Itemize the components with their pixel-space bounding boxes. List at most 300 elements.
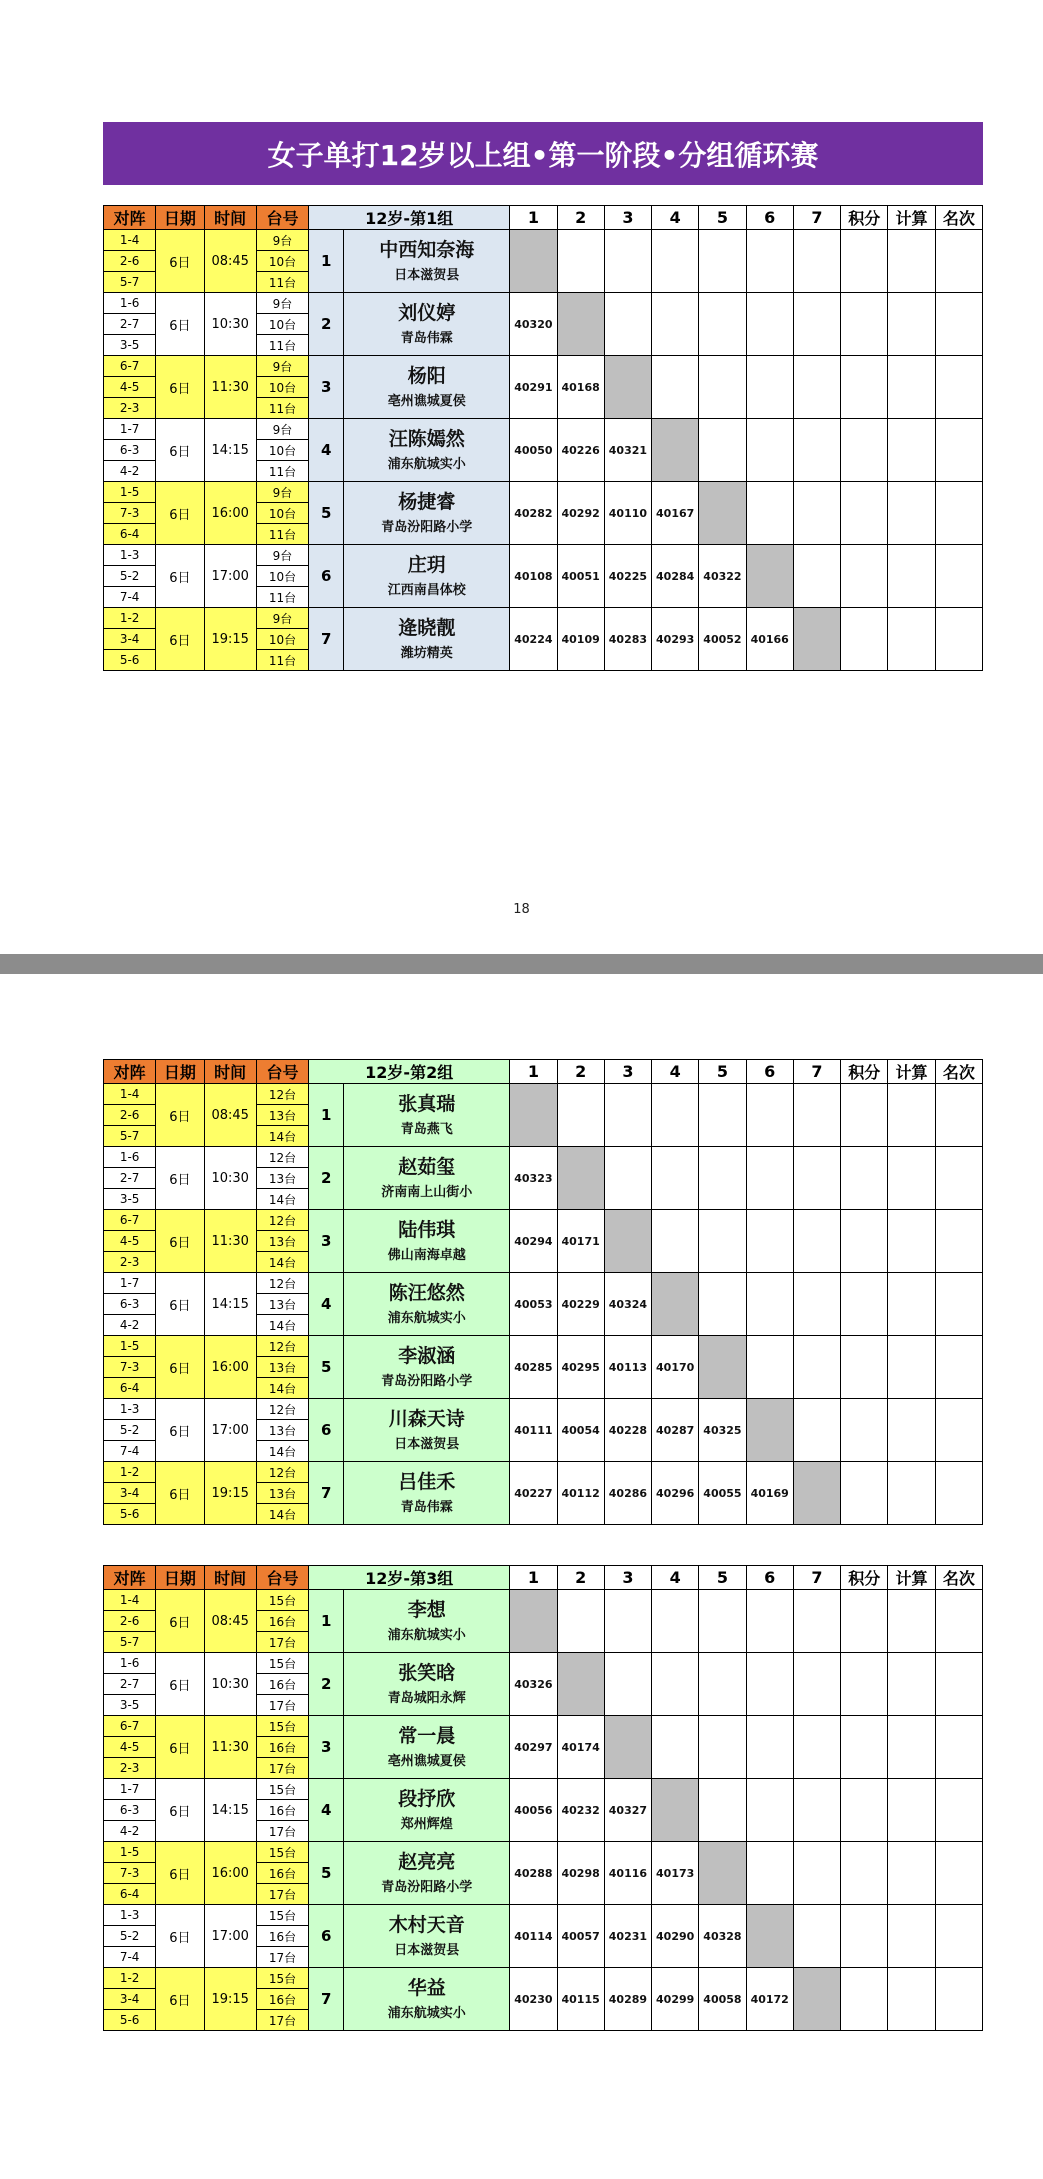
header-pair: 对阵 (104, 206, 156, 230)
table-row (104, 608, 983, 629)
empty-result-cell (557, 1084, 604, 1147)
self-match-cell (699, 1842, 746, 1905)
header-col-4: 4 (652, 1566, 699, 1590)
calc-cell (888, 1462, 935, 1525)
match-id-cell: 40114 (510, 1905, 557, 1968)
empty-result-cell (793, 293, 840, 356)
rank-cell (935, 1653, 982, 1716)
self-match-cell (557, 293, 604, 356)
player-club: 日本滋贺县 (394, 1437, 460, 1452)
time-cell: 08:45 (204, 230, 256, 293)
match-id-cell: 40291 (510, 356, 557, 419)
empty-result-cell (793, 1716, 840, 1779)
matchup-cell: 1-3 (104, 1905, 156, 1926)
points-cell (841, 230, 888, 293)
date-cell: 6日 (156, 419, 204, 482)
player-number: 2 (309, 1147, 344, 1210)
match-id-cell: 40055 (699, 1462, 746, 1525)
player-name: 赵亮亮 (398, 1851, 456, 1873)
points-cell (841, 482, 888, 545)
time-cell: 19:15 (204, 1462, 256, 1525)
match-id-cell: 40113 (604, 1336, 651, 1399)
empty-result-cell (746, 1273, 793, 1336)
header-calc: 计算 (888, 1060, 935, 1084)
table-no-cell: 15台 (256, 1716, 308, 1737)
table-no-cell: 16台 (256, 1926, 308, 1947)
player-club: 浦东航城实小 (387, 2006, 466, 2021)
table-no-cell: 9台 (256, 608, 308, 629)
time-cell: 08:45 (204, 1590, 256, 1653)
header-col-5: 5 (699, 206, 746, 230)
table-no-cell: 13台 (256, 1168, 308, 1189)
empty-result-cell (652, 356, 699, 419)
player-club: 青岛伟霖 (400, 1500, 453, 1515)
time-cell: 08:45 (204, 1084, 256, 1147)
player-cell (344, 1968, 510, 2031)
match-id-cell: 40174 (557, 1716, 604, 1779)
matchup-cell: 3-5 (104, 1189, 156, 1210)
rank-cell (935, 1905, 982, 1968)
player-number: 7 (309, 1462, 344, 1525)
player-club: 亳州谯城夏侯 (387, 1754, 466, 1769)
match-id-cell: 40295 (557, 1336, 604, 1399)
header-col-6: 6 (746, 1060, 793, 1084)
match-id-cell: 40228 (604, 1399, 651, 1462)
empty-result-cell (746, 1653, 793, 1716)
matchup-cell: 3-5 (104, 1695, 156, 1716)
table-row (104, 1210, 983, 1231)
matchup-cell: 7-3 (104, 1863, 156, 1884)
points-cell (841, 356, 888, 419)
header-col-2: 2 (557, 1060, 604, 1084)
empty-result-cell (557, 230, 604, 293)
header-rank: 名次 (935, 206, 982, 230)
page-banner-title: 女子单打12岁以上组•第一阶段•分组循环赛 (103, 122, 983, 185)
table-no-cell: 15台 (256, 1905, 308, 1926)
table-no-cell: 10台 (256, 377, 308, 398)
match-id-cell: 40115 (557, 1968, 604, 2031)
match-id-cell: 40058 (699, 1968, 746, 2031)
empty-result-cell (793, 356, 840, 419)
player-number: 4 (309, 1779, 344, 1842)
self-match-cell (746, 1399, 793, 1462)
matchup-cell: 6-4 (104, 1378, 156, 1399)
self-match-cell (510, 1084, 557, 1147)
matchup-cell: 1-6 (104, 1653, 156, 1674)
table-no-cell: 16台 (256, 1863, 308, 1884)
player-name: 吕佳禾 (398, 1471, 456, 1493)
table-no-cell: 13台 (256, 1231, 308, 1252)
time-cell: 10:30 (204, 1147, 256, 1210)
header-pair: 对阵 (104, 1060, 156, 1084)
empty-result-cell (746, 356, 793, 419)
matchup-cell: 2-6 (104, 1611, 156, 1632)
empty-result-cell (699, 419, 746, 482)
table-no-cell: 14台 (256, 1252, 308, 1273)
table-no-cell: 14台 (256, 1126, 308, 1147)
matchup-cell: 2-3 (104, 1758, 156, 1779)
empty-result-cell (652, 1084, 699, 1147)
group-3-table-container (103, 1565, 983, 2031)
rank-cell (935, 608, 982, 671)
match-id-cell: 40230 (510, 1968, 557, 2031)
match-id-cell: 40292 (557, 482, 604, 545)
empty-result-cell (793, 419, 840, 482)
player-club: 青岛汾阳路小学 (381, 520, 473, 535)
empty-result-cell (699, 1590, 746, 1653)
time-cell: 16:00 (204, 1842, 256, 1905)
player-club: 浦东航城实小 (387, 1628, 466, 1643)
empty-result-cell (557, 1590, 604, 1653)
calc-cell (888, 230, 935, 293)
header-col-1: 1 (510, 1566, 557, 1590)
table-row (104, 356, 983, 377)
table-no-cell: 10台 (256, 629, 308, 650)
date-cell: 6日 (156, 293, 204, 356)
rank-cell (935, 1968, 982, 2031)
player-name: 庄玥 (407, 554, 446, 576)
self-match-cell (793, 1968, 840, 2031)
self-match-cell (604, 1716, 651, 1779)
rank-cell (935, 419, 982, 482)
matchup-cell: 1-5 (104, 1336, 156, 1357)
table-no-cell: 16台 (256, 1611, 308, 1632)
match-id-cell: 40298 (557, 1842, 604, 1905)
matchup-cell: 2-7 (104, 314, 156, 335)
header-calc: 计算 (888, 206, 935, 230)
player-club: 江西南昌体校 (387, 583, 466, 598)
empty-result-cell (746, 1336, 793, 1399)
group-title: 12岁-第1组 (309, 206, 510, 230)
calc-cell (888, 1210, 935, 1273)
calc-cell (888, 1968, 935, 2031)
table-no-cell: 12台 (256, 1462, 308, 1483)
empty-result-cell (746, 1147, 793, 1210)
empty-result-cell (746, 230, 793, 293)
header-col-5: 5 (699, 1566, 746, 1590)
player-club: 亳州谯城夏侯 (387, 394, 466, 409)
empty-result-cell (793, 1653, 840, 1716)
matchup-cell: 5-6 (104, 1504, 156, 1525)
matchup-cell: 1-7 (104, 419, 156, 440)
match-id-cell: 40170 (652, 1336, 699, 1399)
matchup-cell: 6-7 (104, 1210, 156, 1231)
match-id-cell: 40056 (510, 1779, 557, 1842)
self-match-cell (699, 482, 746, 545)
time-cell: 14:15 (204, 419, 256, 482)
empty-result-cell (699, 356, 746, 419)
header-points: 积分 (841, 1060, 888, 1084)
empty-result-cell (746, 1590, 793, 1653)
player-number: 3 (309, 1210, 344, 1273)
empty-result-cell (746, 1716, 793, 1779)
matchup-cell: 4-5 (104, 377, 156, 398)
player-cell (344, 1905, 510, 1968)
player-number: 2 (309, 293, 344, 356)
table-no-cell: 17台 (256, 1821, 308, 1842)
table-no-cell: 14台 (256, 1441, 308, 1462)
header-col-7: 7 (793, 1566, 840, 1590)
player-cell (344, 1590, 510, 1653)
header-col-2: 2 (557, 1566, 604, 1590)
matchup-cell: 6-4 (104, 1884, 156, 1905)
calc-cell (888, 419, 935, 482)
points-cell (841, 545, 888, 608)
header-time: 时间 (204, 1060, 256, 1084)
player-cell (344, 1653, 510, 1716)
player-club: 浦东航城实小 (387, 457, 466, 472)
table-row (104, 1084, 983, 1105)
table-row (104, 1716, 983, 1737)
header-col-7: 7 (793, 1060, 840, 1084)
calc-cell (888, 1905, 935, 1968)
match-id-cell: 40328 (699, 1905, 746, 1968)
date-cell: 6日 (156, 1273, 204, 1336)
matchup-cell: 5-7 (104, 272, 156, 293)
match-id-cell: 40293 (652, 608, 699, 671)
matchup-cell: 1-7 (104, 1779, 156, 1800)
empty-result-cell (746, 482, 793, 545)
player-club: 青岛燕飞 (400, 1122, 453, 1137)
table-no-cell: 12台 (256, 1084, 308, 1105)
player-name: 杨阳 (407, 365, 446, 387)
header-col-6: 6 (746, 1566, 793, 1590)
table-row (104, 230, 983, 251)
points-cell (841, 1590, 888, 1653)
table-no-cell: 16台 (256, 1800, 308, 1821)
self-match-cell (652, 1273, 699, 1336)
player-cell (344, 1842, 510, 1905)
empty-result-cell (793, 1590, 840, 1653)
calc-cell (888, 1147, 935, 1210)
empty-result-cell (793, 1273, 840, 1336)
matchup-cell: 2-6 (104, 1105, 156, 1126)
matchup-cell: 5-2 (104, 1420, 156, 1441)
table-row (104, 293, 983, 314)
match-id-cell: 40323 (510, 1147, 557, 1210)
rank-cell (935, 1716, 982, 1779)
matchup-cell: 5-2 (104, 566, 156, 587)
matchup-cell: 1-6 (104, 293, 156, 314)
match-id-cell: 40227 (510, 1462, 557, 1525)
matchup-cell: 7-4 (104, 1441, 156, 1462)
table-no-cell: 16台 (256, 1674, 308, 1695)
empty-result-cell (652, 1147, 699, 1210)
player-number: 4 (309, 1273, 344, 1336)
player-name: 中西知奈海 (379, 239, 475, 261)
header-rank: 名次 (935, 1566, 982, 1590)
header-pair: 对阵 (104, 1566, 156, 1590)
points-cell (841, 293, 888, 356)
table-row (104, 1653, 983, 1674)
self-match-cell (793, 608, 840, 671)
rank-cell (935, 230, 982, 293)
match-id-cell: 40224 (510, 608, 557, 671)
calc-cell (888, 1653, 935, 1716)
points-cell (841, 419, 888, 482)
table-no-cell: 15台 (256, 1653, 308, 1674)
table-no-cell: 14台 (256, 1189, 308, 1210)
points-cell (841, 1716, 888, 1779)
match-id-cell: 40108 (510, 545, 557, 608)
match-id-cell: 40324 (604, 1273, 651, 1336)
match-id-cell: 40173 (652, 1842, 699, 1905)
points-cell (841, 1653, 888, 1716)
empty-result-cell (604, 1653, 651, 1716)
points-cell (841, 1842, 888, 1905)
table-row (104, 545, 983, 566)
player-cell (344, 419, 510, 482)
header-col-6: 6 (746, 206, 793, 230)
player-club: 青岛伟霖 (400, 331, 453, 346)
header-row (104, 1060, 983, 1084)
match-id-cell: 40050 (510, 419, 557, 482)
header-col-2: 2 (557, 206, 604, 230)
table-no-cell: 15台 (256, 1779, 308, 1800)
self-match-cell (699, 1336, 746, 1399)
match-id-cell: 40053 (510, 1273, 557, 1336)
matchup-cell: 5-2 (104, 1926, 156, 1947)
empty-result-cell (699, 1147, 746, 1210)
rank-cell (935, 1462, 982, 1525)
group-title: 12岁-第2组 (309, 1060, 510, 1084)
matchup-cell: 3-4 (104, 1483, 156, 1504)
player-name: 段抒欣 (398, 1788, 456, 1810)
empty-result-cell (746, 293, 793, 356)
table-row (104, 1462, 983, 1483)
player-number: 6 (309, 545, 344, 608)
match-id-cell: 40285 (510, 1336, 557, 1399)
header-points: 积分 (841, 1566, 888, 1590)
player-club: 佛山南海卓越 (387, 1248, 466, 1263)
rank-cell (935, 1590, 982, 1653)
table-no-cell: 17台 (256, 1884, 308, 1905)
player-number: 3 (309, 356, 344, 419)
table-row (104, 1590, 983, 1611)
matchup-cell: 2-3 (104, 398, 156, 419)
matchup-cell: 5-7 (104, 1632, 156, 1653)
table-no-cell: 13台 (256, 1294, 308, 1315)
match-id-cell: 40166 (746, 608, 793, 671)
matchup-cell: 4-2 (104, 461, 156, 482)
self-match-cell (746, 545, 793, 608)
matchup-cell: 2-3 (104, 1252, 156, 1273)
header-table-no: 台号 (256, 1060, 308, 1084)
player-club: 潍坊精英 (400, 646, 453, 661)
table-no-cell: 10台 (256, 440, 308, 461)
table-row (104, 1779, 983, 1800)
table-no-cell: 15台 (256, 1590, 308, 1611)
match-id-cell: 40172 (746, 1968, 793, 2031)
group-1-table-container (103, 205, 983, 671)
calc-cell (888, 1842, 935, 1905)
matchup-cell: 1-5 (104, 1842, 156, 1863)
date-cell: 6日 (156, 545, 204, 608)
rank-cell (935, 1399, 982, 1462)
empty-result-cell (652, 230, 699, 293)
points-cell (841, 1905, 888, 1968)
match-id-cell: 40296 (652, 1462, 699, 1525)
date-cell: 6日 (156, 230, 204, 293)
empty-result-cell (793, 545, 840, 608)
rank-cell (935, 1842, 982, 1905)
matchup-cell: 3-4 (104, 1989, 156, 2010)
self-match-cell (604, 356, 651, 419)
empty-result-cell (793, 482, 840, 545)
matchup-cell: 2-6 (104, 251, 156, 272)
match-id-cell: 40169 (746, 1462, 793, 1525)
time-cell: 14:15 (204, 1779, 256, 1842)
rank-cell (935, 1779, 982, 1842)
empty-result-cell (793, 1399, 840, 1462)
header-time: 时间 (204, 206, 256, 230)
player-name: 常一晨 (398, 1725, 456, 1747)
empty-result-cell (793, 1084, 840, 1147)
player-name: 赵茹玺 (398, 1156, 456, 1178)
table-no-cell: 15台 (256, 1842, 308, 1863)
matchup-cell: 5-7 (104, 1126, 156, 1147)
table-no-cell: 11台 (256, 650, 308, 671)
match-id-cell: 40294 (510, 1210, 557, 1273)
player-number: 2 (309, 1653, 344, 1716)
matchup-cell: 6-3 (104, 440, 156, 461)
time-cell: 17:00 (204, 545, 256, 608)
points-cell (841, 1399, 888, 1462)
player-number: 7 (309, 608, 344, 671)
points-cell (841, 1273, 888, 1336)
table-no-cell: 17台 (256, 1695, 308, 1716)
match-id-cell: 40054 (557, 1399, 604, 1462)
match-id-cell: 40168 (557, 356, 604, 419)
table-no-cell: 14台 (256, 1315, 308, 1336)
calc-cell (888, 1084, 935, 1147)
time-cell: 11:30 (204, 356, 256, 419)
header-col-5: 5 (699, 1060, 746, 1084)
matchup-cell: 1-6 (104, 1147, 156, 1168)
time-cell: 10:30 (204, 1653, 256, 1716)
matchup-cell: 1-4 (104, 1084, 156, 1105)
points-cell (841, 1210, 888, 1273)
empty-result-cell (699, 1779, 746, 1842)
header-rank: 名次 (935, 1060, 982, 1084)
time-cell: 17:00 (204, 1399, 256, 1462)
player-name: 张笑晗 (398, 1662, 456, 1684)
empty-result-cell (604, 230, 651, 293)
table-no-cell: 10台 (256, 503, 308, 524)
table-no-cell: 13台 (256, 1420, 308, 1441)
matchup-cell: 7-4 (104, 587, 156, 608)
rank-cell (935, 1210, 982, 1273)
match-id-cell: 40283 (604, 608, 651, 671)
player-name: 李淑涵 (398, 1345, 456, 1367)
points-cell (841, 1968, 888, 2031)
table-no-cell: 9台 (256, 356, 308, 377)
date-cell: 6日 (156, 1210, 204, 1273)
header-col-4: 4 (652, 206, 699, 230)
matchup-cell: 7-3 (104, 503, 156, 524)
empty-result-cell (652, 1590, 699, 1653)
match-id-cell: 40326 (510, 1653, 557, 1716)
table-no-cell: 12台 (256, 1273, 308, 1294)
matchup-cell: 7-3 (104, 1357, 156, 1378)
rank-cell (935, 1336, 982, 1399)
date-cell: 6日 (156, 1590, 204, 1653)
table-no-cell: 13台 (256, 1483, 308, 1504)
matchup-cell: 1-3 (104, 545, 156, 566)
table-no-cell: 9台 (256, 419, 308, 440)
header-calc: 计算 (888, 1566, 935, 1590)
time-cell: 14:15 (204, 1273, 256, 1336)
